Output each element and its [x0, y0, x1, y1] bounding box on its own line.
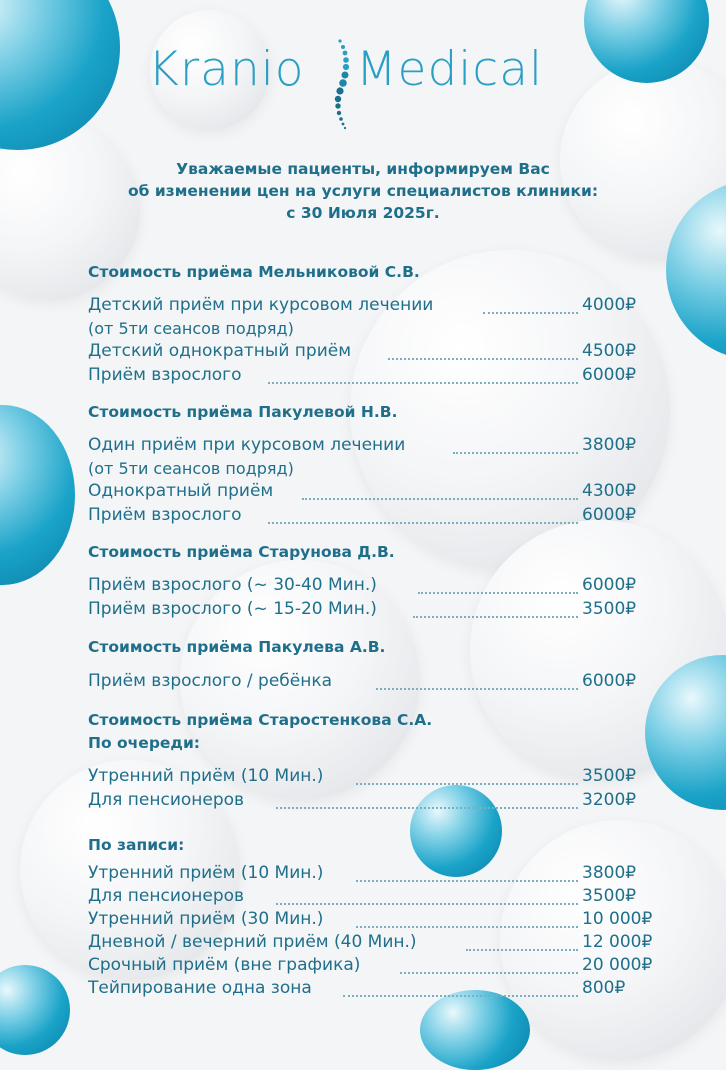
price-row: [88, 505, 648, 529]
spine-icon: [326, 36, 360, 132]
announcement-text: [60, 158, 666, 224]
dotted-leader: [418, 592, 578, 594]
service-label: Детский однократный приём: [88, 341, 352, 361]
service-price: 3500₽: [582, 886, 637, 906]
section-title: Стоимость приёма Старунова Д.В.: [88, 543, 395, 561]
service-price: 3200₽: [582, 790, 637, 810]
price-row: [88, 575, 648, 599]
service-price: 3800₽: [582, 863, 637, 883]
service-price: 6000₽: [582, 575, 637, 595]
section-title: Стоимость приёма Пакулева А.В.: [88, 638, 386, 656]
service-label: Один приём при курсовом лечении: [88, 435, 406, 455]
service-price: 4500₽: [582, 341, 637, 361]
dotted-leader: [466, 949, 578, 951]
dotted-leader: [400, 972, 578, 974]
service-note: (от 5ти сеансов подряд): [88, 459, 294, 478]
price-row: [88, 886, 648, 910]
price-row: [88, 295, 648, 319]
price-row: [88, 863, 648, 887]
price-row: [88, 766, 648, 790]
service-label: Для пенсионеров: [88, 790, 245, 810]
service-price: 4300₽: [582, 481, 637, 501]
price-row: [88, 790, 648, 814]
dotted-leader: [356, 783, 578, 785]
logo-word-medical: Medical: [356, 42, 544, 97]
service-label: Приём взрослого: [88, 505, 242, 525]
announcement-line: Уважаемые пациенты, информируем Вас: [176, 160, 550, 178]
service-price: 800₽: [582, 978, 626, 998]
service-label: Однократный приём: [88, 481, 274, 501]
price-row: [88, 435, 648, 459]
section-title: По записи:: [88, 836, 185, 854]
service-label: Приём взрослого / ребёнка: [88, 671, 333, 691]
service-label: Утренний приём (30 Мин.): [88, 909, 324, 929]
service-price: 3500₽: [582, 599, 637, 619]
dotted-leader: [388, 358, 578, 360]
dotted-leader: [483, 312, 578, 314]
logo-word-kranio: Kranio: [148, 42, 305, 97]
price-row: [88, 481, 648, 505]
section-title: Стоимость приёма Мельниковой С.В.: [88, 263, 420, 281]
price-row: [88, 341, 648, 365]
price-row: [88, 365, 648, 389]
price-row: [88, 909, 653, 933]
service-price: 3500₽: [582, 766, 637, 786]
dotted-leader: [413, 616, 578, 618]
service-label: Срочный приём (вне графика): [88, 955, 361, 975]
service-price: 12 000₽: [582, 932, 653, 952]
announcement-line: об изменении цен на услуги специалистов клиники:: [127, 182, 599, 200]
service-price: 3800₽: [582, 435, 637, 455]
service-price: 20 000₽: [582, 955, 653, 975]
service-note: (от 5ти сеансов подряд): [88, 319, 294, 338]
dotted-leader: [343, 995, 578, 997]
service-price: 10 000₽: [582, 909, 653, 929]
service-label: Приём взрослого: [88, 365, 242, 385]
dotted-leader: [302, 498, 578, 500]
service-label: Утренний приём (10 Мин.): [88, 863, 324, 883]
service-label: Для пенсионеров: [88, 886, 245, 906]
price-row: [88, 932, 653, 956]
dotted-leader: [356, 880, 578, 882]
service-price: 6000₽: [582, 505, 637, 525]
section-subtitle: По очереди:: [88, 734, 201, 752]
service-label: Дневной / вечерний приём (40 Мин.): [88, 932, 417, 952]
price-row: [88, 978, 648, 1002]
dotted-leader: [268, 522, 578, 524]
service-price: 4000₽: [582, 295, 637, 315]
section-title: Стоимость приёма Старостенкова С.А.: [88, 711, 433, 729]
service-label: Тейпирование одна зона: [88, 978, 312, 998]
dotted-leader: [376, 688, 578, 690]
price-row: [88, 599, 648, 623]
service-label: Приём взрослого (~ 15-20 Мин.): [88, 599, 377, 619]
clinic-logo: [148, 36, 588, 132]
dotted-leader: [276, 903, 578, 905]
service-price: 6000₽: [582, 671, 637, 691]
announcement-line: с 30 Июля 2025г.: [286, 204, 440, 222]
service-label: Утренний приём (10 Мин.): [88, 766, 324, 786]
price-row: [88, 955, 653, 979]
dotted-leader: [356, 926, 578, 928]
price-row: [88, 671, 648, 695]
service-label: Приём взрослого (~ 30-40 Мин.): [88, 575, 377, 595]
dotted-leader: [268, 382, 578, 384]
dotted-leader: [276, 807, 578, 809]
dotted-leader: [453, 452, 578, 454]
service-label: Детский приём при курсовом лечении: [88, 295, 434, 315]
service-price: 6000₽: [582, 365, 637, 385]
section-title: Стоимость приёма Пакулевой Н.В.: [88, 403, 398, 421]
